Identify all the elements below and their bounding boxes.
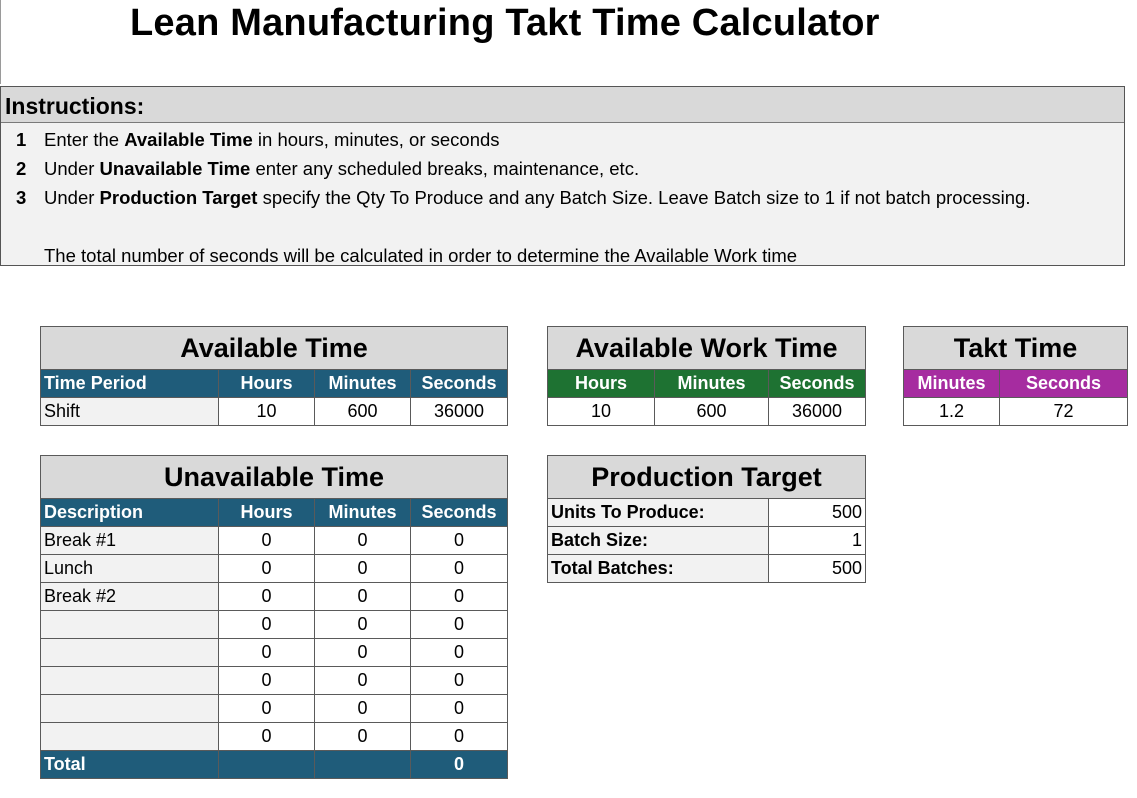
col-header-seconds: Seconds <box>411 370 508 398</box>
step-number: 1 <box>16 129 27 150</box>
table-row <box>548 555 866 583</box>
total-row <box>41 751 508 779</box>
takt-time-table <box>903 326 1128 426</box>
step-text: Enter the Available Time in hours, minutes, or seconds <box>44 129 500 150</box>
col-header-minutes: Minutes <box>655 370 769 398</box>
description-cell[interactable]: Break #2 <box>41 583 219 611</box>
seconds-cell[interactable]: 0 <box>411 611 508 639</box>
takt-time-title: Takt Time <box>904 327 1128 370</box>
col-header-minutes: Minutes <box>315 370 411 398</box>
hours-cell[interactable]: 0 <box>219 611 315 639</box>
minutes-cell[interactable]: 0 <box>315 527 411 555</box>
table-row <box>41 695 508 723</box>
units-to-produce-label: Units To Produce: <box>548 499 769 527</box>
total-hours-cell <box>219 751 315 779</box>
batch-size-input[interactable]: 1 <box>769 527 866 555</box>
table-row <box>41 555 508 583</box>
seconds-cell[interactable]: 0 <box>411 583 508 611</box>
table-row <box>548 527 866 555</box>
minutes-cell[interactable]: 0 <box>315 583 411 611</box>
table-row <box>41 723 508 751</box>
minutes-cell[interactable]: 0 <box>315 695 411 723</box>
work-hours-cell[interactable]: 10 <box>548 398 655 426</box>
production-target-table <box>547 455 866 583</box>
step-text: Under Unavailable Time enter any scheduled breaks, maintenance, etc. <box>44 158 640 179</box>
production-target-title: Production Target <box>548 456 866 499</box>
table-row <box>41 639 508 667</box>
available-time-table <box>40 326 508 426</box>
hours-cell[interactable]: 0 <box>219 695 315 723</box>
hours-cell[interactable]: 0 <box>219 527 315 555</box>
unavailable-time-table <box>40 455 508 779</box>
work-seconds-cell[interactable]: 36000 <box>769 398 866 426</box>
col-header-hours: Hours <box>548 370 655 398</box>
minutes-cell[interactable]: 0 <box>315 555 411 583</box>
table-row <box>548 398 866 426</box>
work-minutes-cell[interactable]: 600 <box>655 398 769 426</box>
time-period-cell[interactable]: Shift <box>41 398 219 426</box>
instructions-heading: Instructions: <box>1 87 1124 123</box>
minutes-cell[interactable]: 0 <box>315 611 411 639</box>
description-cell[interactable] <box>41 723 219 751</box>
col-header-seconds: Seconds <box>411 499 508 527</box>
col-header-hours: Hours <box>219 499 315 527</box>
seconds-cell[interactable]: 0 <box>411 723 508 751</box>
col-header-time-period: Time Period <box>41 370 219 398</box>
page-title: Lean Manufacturing Takt Time Calculator <box>130 2 880 44</box>
description-cell[interactable]: Break #1 <box>41 527 219 555</box>
unavailable-time-title: Unavailable Time <box>41 456 508 499</box>
total-batches-value[interactable]: 500 <box>769 555 866 583</box>
step-number: 2 <box>16 158 27 179</box>
total-label: Total <box>41 751 219 779</box>
table-row <box>904 398 1128 426</box>
description-cell[interactable] <box>41 667 219 695</box>
table-row <box>41 667 508 695</box>
minutes-cell[interactable]: 0 <box>315 667 411 695</box>
description-cell[interactable] <box>41 639 219 667</box>
step-number: 3 <box>16 187 27 208</box>
sheet-left-border <box>0 0 1 84</box>
col-header-seconds: Seconds <box>1000 370 1128 398</box>
minutes-cell[interactable]: 600 <box>315 398 411 426</box>
col-header-minutes: Minutes <box>315 499 411 527</box>
available-time-title: Available Time <box>41 327 508 370</box>
step-text: Under Production Target specify the Qty To Produce and any Batch Size. Leave Batch size to 1 if not batch processing. <box>44 187 1031 208</box>
col-header-hours: Hours <box>219 370 315 398</box>
total-batches-label: Total Batches: <box>548 555 769 583</box>
hours-cell[interactable]: 0 <box>219 639 315 667</box>
table-row <box>41 583 508 611</box>
hours-cell[interactable]: 0 <box>219 555 315 583</box>
seconds-cell[interactable]: 0 <box>411 667 508 695</box>
col-header-minutes: Minutes <box>904 370 1000 398</box>
seconds-cell[interactable]: 36000 <box>411 398 508 426</box>
hours-input-cell[interactable]: 10 <box>219 398 315 426</box>
table-row <box>41 527 508 555</box>
description-cell[interactable] <box>41 695 219 723</box>
col-header-description: Description <box>41 499 219 527</box>
table-row <box>548 499 866 527</box>
seconds-cell[interactable]: 0 <box>411 639 508 667</box>
takt-seconds-cell[interactable]: 72 <box>1000 398 1128 426</box>
total-seconds-cell: 0 <box>411 751 508 779</box>
seconds-cell[interactable]: 0 <box>411 555 508 583</box>
description-cell[interactable]: Lunch <box>41 555 219 583</box>
batch-size-label: Batch Size: <box>548 527 769 555</box>
hours-cell[interactable]: 0 <box>219 723 315 751</box>
total-minutes-cell <box>315 751 411 779</box>
takt-minutes-cell[interactable]: 1.2 <box>904 398 1000 426</box>
available-work-time-table <box>547 326 866 426</box>
description-cell[interactable] <box>41 611 219 639</box>
hours-cell[interactable]: 0 <box>219 583 315 611</box>
table-row <box>41 398 508 426</box>
col-header-seconds: Seconds <box>769 370 866 398</box>
available-work-time-title: Available Work Time <box>548 327 866 370</box>
units-to-produce-input[interactable]: 500 <box>769 499 866 527</box>
table-row <box>41 611 508 639</box>
hours-cell[interactable]: 0 <box>219 667 315 695</box>
seconds-cell[interactable]: 0 <box>411 695 508 723</box>
minutes-cell[interactable]: 0 <box>315 639 411 667</box>
seconds-cell[interactable]: 0 <box>411 527 508 555</box>
instructions-panel: Instructions: 1 Enter the Available Time in hours, minutes, or seconds 2 Under Unavailable Time enter any scheduled breaks, maintenance, etc. 3 Under Production Target specify the Qty To Produce and any Batch Size. Leave Batch size to 1 if not batch processing. The total number of seconds will be calculated in order to determine the Available Work time <box>0 86 1125 266</box>
minutes-cell[interactable]: 0 <box>315 723 411 751</box>
